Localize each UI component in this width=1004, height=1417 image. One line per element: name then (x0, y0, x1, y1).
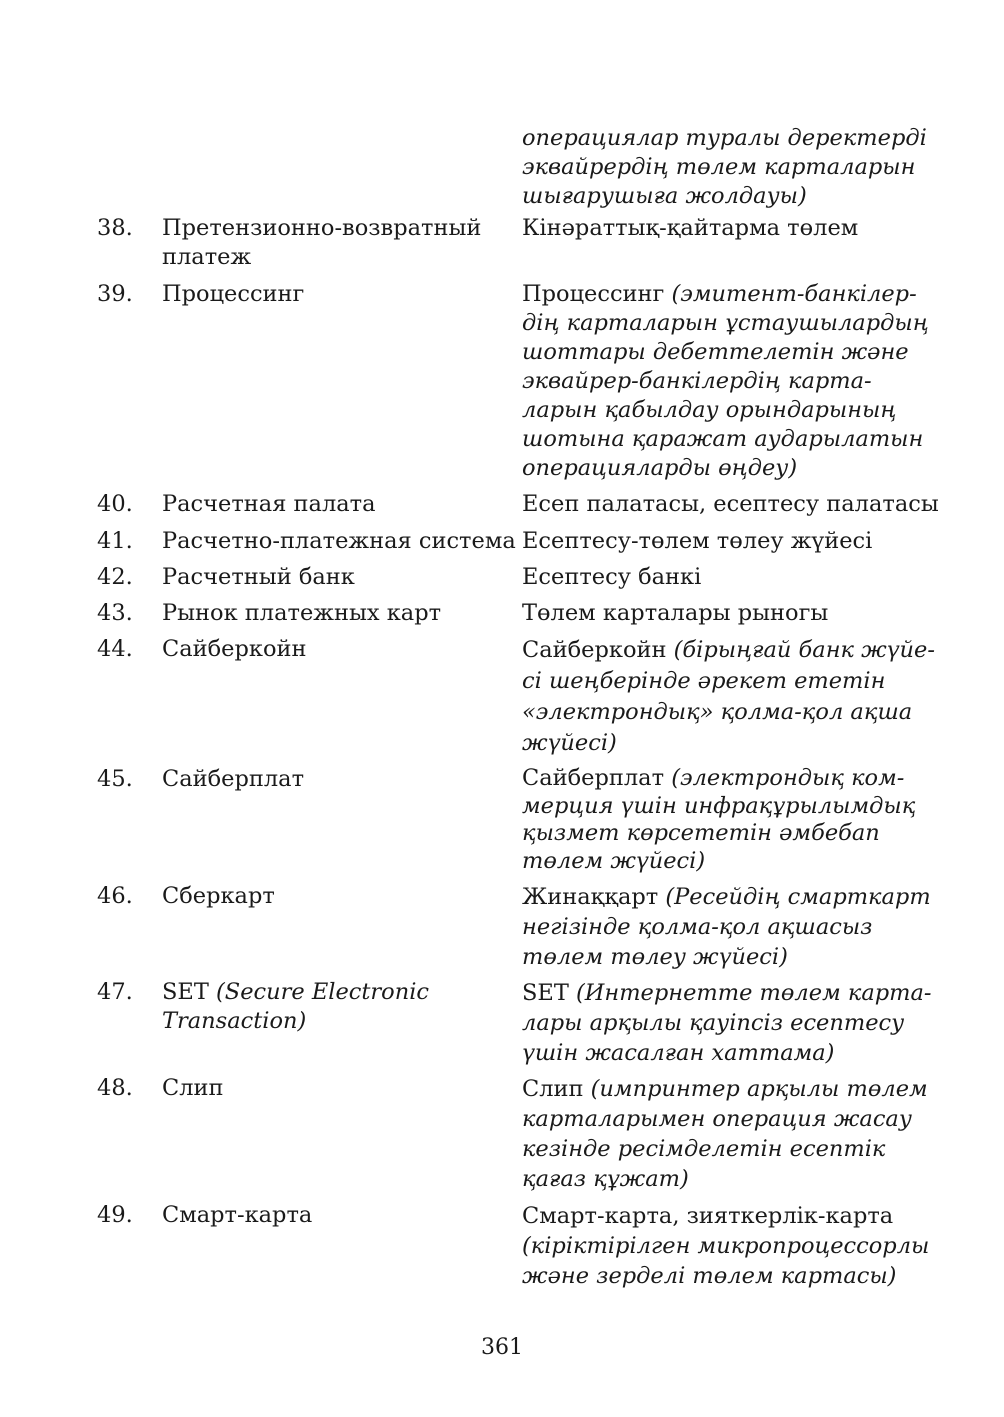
kazakh-term-definition: (импринтер арқылы төлем (590, 1076, 928, 1102)
russian-term-line: Сберкарт (162, 883, 275, 909)
kazakh-term-definition: операцияларды өңдеу) (522, 455, 798, 481)
page-number: 361 (481, 1335, 523, 1360)
kazakh-term-line: Есеп палатасы, есептесу палатасы (522, 491, 939, 517)
russian-term-line: Сайберплат (162, 766, 305, 792)
kazakh-term (522, 765, 917, 875)
kazakh-term-definition: кезінде ресімделетін есептік (522, 1136, 886, 1162)
kazakh-term-definition: дің карталарын ұстаушылардың (522, 310, 929, 336)
russian-term (162, 280, 507, 309)
kazakh-term-plain: Жинаққарт (522, 884, 666, 910)
russian-term-line: Претензионно-возвратный (162, 215, 482, 241)
entry-number: 45. (97, 766, 133, 792)
kazakh-term-definition: негізінде қолма-қол ақшасыз (522, 914, 873, 940)
kazakh-term (522, 978, 932, 1068)
kazakh-term-definition: ларын қабылдау орындарының (522, 397, 897, 423)
kazakh-term-plain: Процессинг (522, 281, 672, 307)
kazakh-term-line (522, 978, 932, 1008)
continuation-line: шығарушыға жолдауы) (522, 183, 807, 209)
russian-term (162, 882, 507, 911)
kazakh-term-definition: (электрондық ком- (671, 765, 905, 791)
russian-term (162, 1074, 507, 1103)
kazakh-term-line (522, 280, 917, 309)
russian-term-plain: SET (162, 979, 216, 1005)
russian-term (162, 1201, 507, 1230)
kazakh-term-definition: жүйесі) (522, 730, 617, 756)
russian-term (162, 490, 507, 519)
kazakh-term-line (522, 882, 931, 912)
entry-number: 41. (97, 528, 133, 554)
kazakh-term-definition: лары арқылы қауіпсіз есептесу (522, 1010, 905, 1036)
kazakh-term-definition: (Интернетте төлем карта- (576, 980, 932, 1006)
kazakh-term-line (522, 635, 935, 666)
entry-number: 49. (97, 1202, 133, 1228)
kazakh-term-line: Кінәраттық-қайтарма төлем (522, 215, 859, 241)
kazakh-term (522, 635, 935, 759)
russian-term (162, 599, 507, 628)
russian-term-line: Расчетно-платежная система (162, 528, 516, 554)
entry-number: 38. (97, 215, 133, 241)
kazakh-term-line (522, 765, 917, 793)
russian-term (162, 563, 507, 592)
kazakh-term-definition: карталарымен операция жасау (522, 1106, 912, 1132)
kazakh-term-definition: төлем төлеу жүйесі) (522, 944, 788, 970)
russian-term-line: Слип (162, 1075, 224, 1101)
kazakh-term (522, 882, 931, 972)
kazakh-term (522, 214, 917, 243)
russian-term (162, 635, 507, 664)
kazakh-term-plain: SET (522, 980, 576, 1006)
russian-term-expansion: Transaction) (162, 1008, 307, 1034)
entry-number: 40. (97, 491, 133, 517)
kazakh-term-definition: «электрондық» қолма-қол ақша (522, 699, 913, 725)
kazakh-term (522, 280, 929, 483)
kazakh-term-definition: үшін жасалған хаттама) (522, 1040, 835, 1066)
kazakh-term-plain: Сайберплат (522, 765, 672, 791)
kazakh-term (522, 599, 917, 628)
kazakh-term-line: Төлем карталары рыногы (522, 600, 829, 626)
russian-term-line: Сайберкойн (162, 636, 307, 662)
kazakh-term-definition: мерция үшін инфрақұрылымдық (522, 792, 916, 819)
russian-term (162, 978, 507, 1036)
kazakh-term (522, 563, 917, 592)
russian-term-line: Рынок платежных карт (162, 600, 442, 626)
kazakh-term-definition: шоттары дебеттелетін және (522, 339, 909, 365)
entry-number: 48. (97, 1075, 133, 1101)
kazakh-term-definition: және зерделі төлем картасы) (522, 1263, 897, 1289)
kazakh-term-line: Есептесу-төлем төлеу жүйесі (522, 528, 873, 554)
russian-term-line: Расчетный банк (162, 564, 355, 590)
russian-term-line: Процессинг (162, 281, 305, 307)
entry-number: 46. (97, 883, 133, 909)
russian-term (162, 765, 507, 794)
kazakh-term-plain: Смарт-карта, зияткерлік-карта (522, 1203, 894, 1229)
kazakh-term-line (522, 1074, 928, 1104)
kazakh-term (522, 1201, 930, 1291)
kazakh-term (522, 1074, 928, 1194)
continuation-text (522, 124, 927, 211)
russian-term (162, 527, 516, 556)
kazakh-term-definition: төлем жүйесі) (522, 847, 706, 874)
russian-term-line: Смарт-карта (162, 1202, 313, 1228)
kazakh-term-definition: (бірыңғай банк жүйе- (673, 637, 935, 663)
continuation-line: эквайрердің төлем карталарын (522, 154, 916, 180)
entry-number: 39. (97, 281, 133, 307)
entry-number: 42. (97, 564, 133, 590)
continuation-line: операциялар туралы деректерді (522, 125, 927, 151)
russian-term-line: Расчетная палата (162, 491, 376, 517)
kazakh-term-definition: қағаз құжат) (522, 1166, 689, 1192)
entry-number: 43. (97, 600, 133, 626)
russian-term-expansion: (Secure Electronic (216, 979, 429, 1005)
kazakh-term-line: Есептесу банкі (522, 564, 702, 590)
entry-number: 47. (97, 979, 133, 1005)
kazakh-term-definition: эквайрер-банкілердің карта- (522, 368, 872, 394)
kazakh-term-definition: (Ресейдің смарткарт (665, 884, 931, 910)
kazakh-term-plain: Слип (522, 1076, 591, 1102)
kazakh-term (522, 527, 917, 556)
kazakh-term-definition: (кіріктірілген микропроцессорлы (522, 1233, 930, 1259)
entry-number: 44. (97, 636, 133, 662)
russian-term (162, 214, 507, 272)
kazakh-term-definition: шотына қаражат аударылатын (522, 426, 924, 452)
kazakh-term-definition: қызмет көрсететін әмбебап (522, 820, 880, 846)
kazakh-term (522, 490, 939, 519)
russian-term-line (162, 978, 507, 1007)
russian-term-line: платеж (162, 244, 252, 270)
kazakh-term-plain: Сайберкойн (522, 637, 674, 663)
kazakh-term-definition: сі шеңберінде әрекет ететін (522, 668, 886, 694)
kazakh-term-definition: (эмитент-банкілер- (671, 281, 917, 307)
